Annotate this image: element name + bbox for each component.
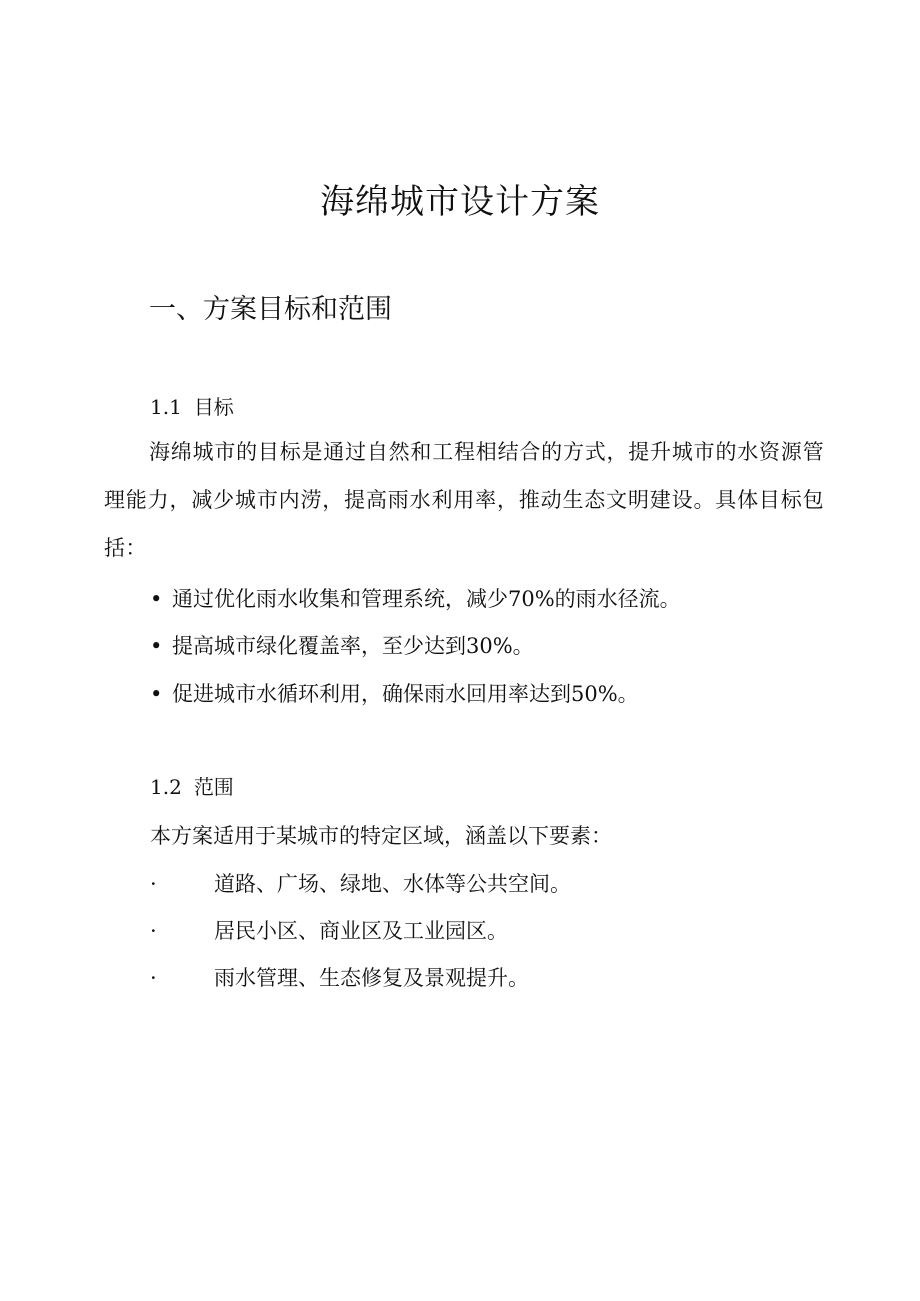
bullet-text: 雨水管理、生态修复及景观提升。 xyxy=(214,966,529,990)
document-title: 海绵城市设计方案 xyxy=(320,182,600,222)
bullet-text: 提高城市绿化覆盖率，至少达到30%。 xyxy=(172,634,534,658)
bullet-text: 居民小区、商业区及工业园区。 xyxy=(214,919,508,943)
goals-paragraph: 海绵城市的目标是通过自然和工程相结合的方式，提升城市的水资源管理能力，减少城市内涝，提高雨水利用率，推动生态文明建设。具体目标包括： xyxy=(104,440,824,560)
bullet-icon: · xyxy=(150,919,157,943)
bullet-text: 通过优化雨水收集和管理系统，减少70%的雨水径流。 xyxy=(172,587,681,611)
subsection-heading-scope xyxy=(150,771,234,803)
subsection-label: 范围 xyxy=(193,775,234,799)
subsection-number: 1.1 xyxy=(150,395,182,419)
scope-bullet-item xyxy=(150,915,508,947)
bullet-icon: · xyxy=(150,872,157,896)
bullet-text: 促进城市水循环利用，确保雨水回用率达到50%。 xyxy=(172,682,639,706)
scope-bullet-item xyxy=(150,962,529,994)
bullet-text: 道路、广场、绿地、水体等公共空间。 xyxy=(214,872,571,896)
bullet-icon: · xyxy=(150,966,157,990)
subsection-label: 目标 xyxy=(193,395,234,419)
bullet-icon: • xyxy=(150,634,163,658)
section-heading: 一、方案目标和范围 xyxy=(149,294,392,325)
subsection-number: 1.2 xyxy=(150,775,182,799)
goal-bullet-item xyxy=(150,583,681,615)
scope-intro: 本方案适用于某城市的特定区域，涵盖以下要素： xyxy=(150,824,612,848)
bullet-icon: • xyxy=(150,682,163,706)
goal-bullet-item xyxy=(150,630,534,662)
subsection-heading-goals xyxy=(150,391,234,423)
scope-bullet-item xyxy=(150,868,571,900)
bullet-icon: • xyxy=(150,587,163,611)
goal-bullet-item xyxy=(150,678,639,710)
